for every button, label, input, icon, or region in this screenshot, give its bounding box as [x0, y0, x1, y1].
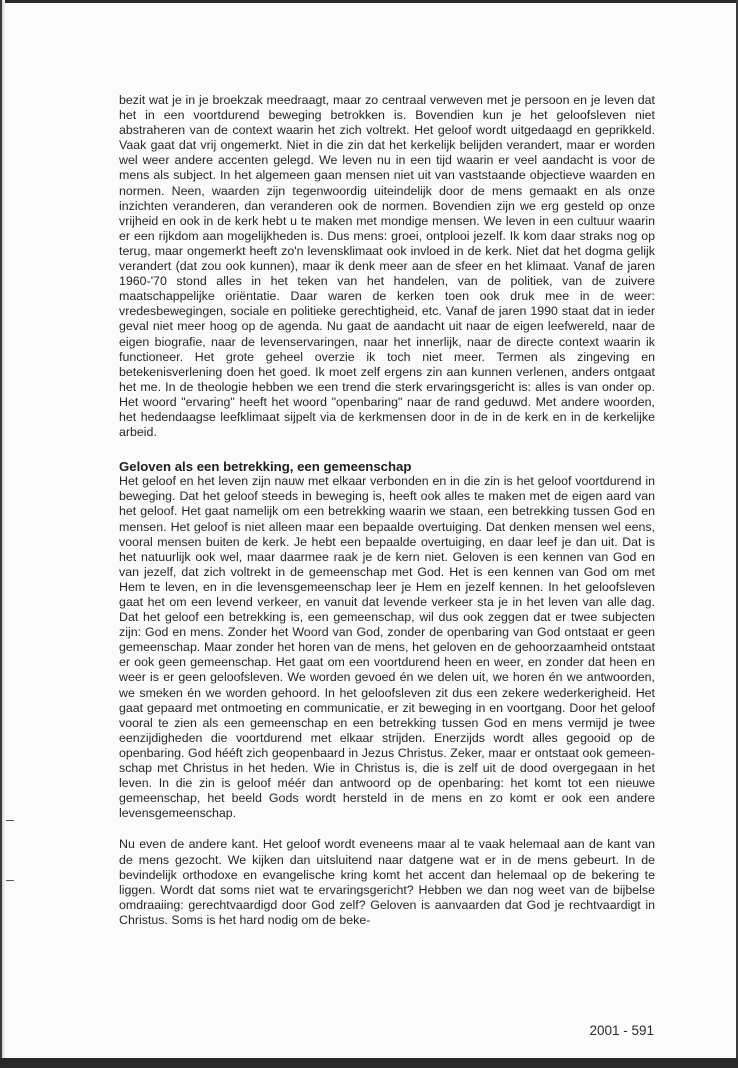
margin-tick-mark [6, 880, 14, 881]
section-heading: Geloven als een betrekking, een gemeenschap [119, 459, 412, 475]
paragraph-2: Het geloof en het leven zijn nauw met elkaar verbonden en in die zin is het geloof voortdurend in beweging. Dat het geloof steeds in beweging is, heeft ook alles te maken met de eigen aard van het geloof. Het gaat namelijk om een betrekking waarin we staan, een betrekking tussen God en mensen. Het geloof is niet alleen maar een bepaalde overtuiging. Dat denken mensen wel eens, vooral mensen buiten de kerk. Je hebt een bepaalde overtuiging, en daar leef je dan uit. Dat is het natuurlijk ook wel, maar daarmee raak je de kern niet. Geloven is een kennen van God en van jezelf, dat zich voltrekt in de gemeenschap met God. Het is een kennen van God om met Hem te leven, en in die levensgemeenschap leer je Hem en jezelf kennen. In het geloofsleven gaat het om een levend verkeer, en vanuit dat levende verkeer sta je in het leven van alle dag. Dat het geloof een betrekking is, een gemeenschap, wil dus ook zeggen dat er twee subjecten zijn: God en mens. Zonder het Woord van God, zonder de openbaring van God ontstaat er geen gemeenschap. Maar zonder het horen van de mens, het geloven en de gehoorzaamheid ontstaat er ook geen gemeenschap. Het gaat om een voortdurend heen en weer, en zonder dat heen en weer is er geen geloofsleven. We worden gevoed én we delen uit, we horen én we antwoorden, we smeken én we worden gehoord. In het geloofsleven zit dus een zekere wederkerigheid. Het gaat gepaard met ontmoeting en communicatie, er zit beweging in en voortgang. Door het geloof vooral te zien als een gemeenschap en een betrekking tussen God en mens vermijd je twee eenzijdigheden die voortdurend met elkaar strijden. Enerzijds wordt alles gegooid op de openbaring. God hééft zich geopenbaard in Jezus Christus. Zeker, maar er ontstaat ook gemeenschap met Christus in het heden. Wie in Christus is, die is zelf uit de dood overgegaan in het leven. In die zin is geloof méér dan antwoord op de openbaring: het komt tot een nieuwe gemeenschap, het beeld Gods wordt hersteld in de mens en zo komt er ook een andere levensgemeenschap. [119, 474, 655, 821]
page-top-edge [2, 0, 736, 3]
page-number: 2001 - 591 [589, 1023, 654, 1038]
margin-tick-mark [6, 820, 14, 821]
paragraph-1: bezit wat je in je broekzak meedraagt, maar zo centraal verweven met je persoon en je leven dat het in een voortdurend beweging betrokken is. Bovendien kun je het geloofsleven niet abstraheren van de context waarin het zich voltrekt. Het geloof wordt uitgedaagd en geprikkeld. Vaak gaat dat vrij ongemerkt. Niet in die zin dat het kerkelijk belijden verandert, maar er worden wel weer andere accenten gelegd. We leven nu in een tijd waarin er veel aandacht is voor de mens als subject. In het algemeen gaan mensen niet uit van vaststaande objectieve waarden en normen. Neen, waarden zijn tegenwoordig uiteindelijk door de mens gemaakt en als onze inzichten veranderen, dan veranderen ook de normen. Bovendien zijn we erg gesteld op onze vrijheid en ook in de kerk hebt u te maken met mondige mensen. We leven in een cultuur waarin er een rijkdom aan mogelijkheden is. Dus mens: groei, ontplooi jezelf. Ik kom daar straks nog op terug, maar ongemerkt heeft zo'n levensklimaat ook invloed in de kerk. Niet dat het dogma gelijk verandert (dat zou ook kunnen), maar ik denk meer aan de sfeer en het klimaat. Vanaf de jaren 1960-'70 stond alles in het teken van het handelen, van de politiek, van de zuivere maatschappelijke oriëntatie. Daar waren de kerken toen ook druk mee in de weer: vredesbewegingen, sociale en politieke gerechtigheid, etc. Vanaf de jaren 1990 staat dat in ieder geval niet meer hoog op de agenda. Nu gaat de aandacht uit naar de eigen leefwereld, naar de eigen biografie, naar de levenservaringen, naar het innerlijk, naar de directe context waarin ik functioneer. Het grote geheel overzie ik toch niet meer. Termen als zingeving en betekenisverlening doen het goed. Ik moet zelf ergens zin aan kunnen verlenen, anders ontgaat het me. In de theologie hebben we een trend die sterk ervaringsgericht is: alles is van onder op. Het woord "ervaring" heeft het woord "openbaring" naar de rand geduwd. Met andere woorden, het hedendaagse leefklimaat sijpelt via de kerkmensen door in de in de kerk en in de kerkelijke arbeid. [119, 93, 655, 440]
scan-bottom-border [0, 1058, 738, 1068]
body-text [119, 93, 655, 928]
page-gutter-shadow [2, 0, 5, 1058]
paragraph-3: Nu even de andere kant. Het geloof wordt eveneens maar al te vaak helemaal aan de kant van de mens gezocht. We kijken dan uitsluitend naar datgene wat er in de mens gebeurt. In de bevindelijk orthodoxe en evangelische kring komt het accent dan helemaal op de bekering te liggen. Wordt dat soms niet wat te ervaringsgericht? Hebben we dan nog weet van de bijbelse omdraaiing: gerechtvaardigd door God zelf? Geloven is aanvaarden dat God je rechtvaardigt in Christus. Soms is het hard nodig om de beke- [119, 837, 655, 927]
document-page [2, 0, 736, 1058]
